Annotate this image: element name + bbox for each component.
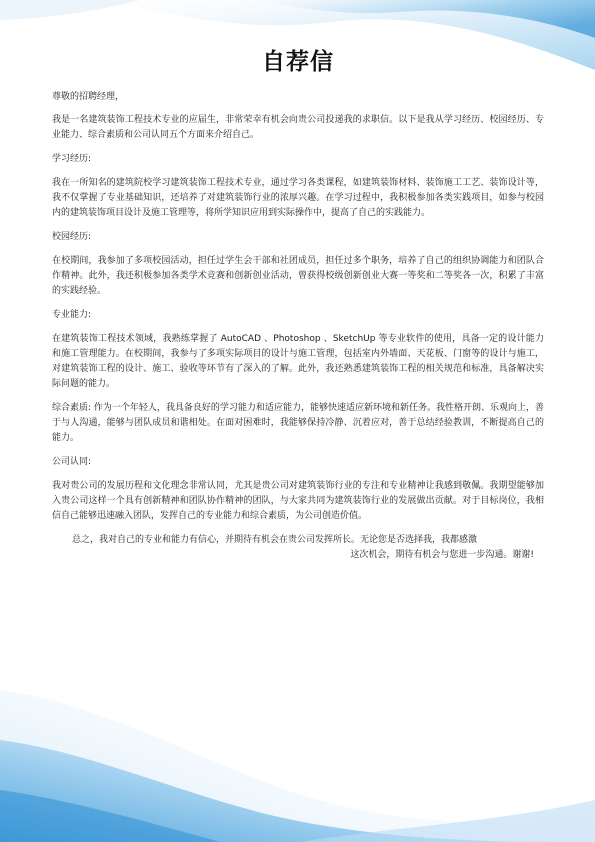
section-heading-skills: 专业能力: xyxy=(52,310,92,320)
section-heading-campus: 校园经历: xyxy=(52,232,92,242)
closing-line-2: 这次机会，期待有机会与您进一步沟通。谢谢! xyxy=(350,550,534,560)
intro-paragraph: 我是一名建筑装饰工程技术专业的应届生，非常荣幸有机会向贵公司投递我的求职信。以下是我从学习经历、校园经历、专业能力、综合素质和公司认同五个方面来介绍自己。 xyxy=(52,115,544,140)
section-heading-company: 公司认同: xyxy=(52,457,92,467)
section-heading-study: 学习经历: xyxy=(52,154,92,164)
cover-letter xyxy=(52,47,544,563)
skills-paragraph: 在建筑装饰工程技术领域，我熟练掌握了 AutoCAD 、Photoshop 、SketchUp 等专业软件的使用，具备一定的设计能力和施工管理能力。在校期间，我参与了多项实际项目的设计与施工管理，包括室内外墙面、天花板、门窗等的设计与施工，对建筑装饰工程的设计、施工、验收等环节有了深入的了解。此外，我还熟悉建筑装饰工程的相关规范和标准，具备解决实际问题的能力。 xyxy=(52,334,544,389)
campus-paragraph: 在校期间，我参加了多项校园活动，担任过学生会干部和社团成员，担任过多个职务，培养了自己的组织协调能力和团队合作精神。此外，我还积极参加各类学术竞赛和创新创业活动，曾获得校级创新创业大赛一等奖和二等奖各一次，积累了丰富的实践经验。 xyxy=(52,256,544,296)
salutation: 尊敬的招聘经理， xyxy=(52,92,125,102)
page-title: 自荐信 xyxy=(262,49,334,75)
study-paragraph: 我在一所知名的建筑院校学习建筑装饰工程技术专业，通过学习各类课程，如建筑装饰材料、装饰施工工艺、装饰设计等，我不仅掌握了专业基础知识，还培养了对建筑装饰行业的浓厚兴趣。在学习过程中，我积极参加各类实践项目，如参与校园内的建筑装饰项目设计及施工管理等，将所学知识应用到实际操作中，提高了自己的实践能力。 xyxy=(52,178,544,218)
company-paragraph: 我对贵公司的发展历程和文化理念非常认同，尤其是贵公司对建筑装饰行业的专注和专业精神让我感到敬佩。我期望能够加入贵公司这样一个具有创新精神和团队协作精神的团队，与大家共同为建筑装饰行业的发展做出贡献。对于目标岗位，我相信自己能够迅速融入团队，发挥自己的专业能力和综合素质，为公司创造价值。 xyxy=(52,481,544,521)
qualities-paragraph: 综合素质: 作为一个年轻人，我具备良好的学习能力和适应能力，能够快速适应新环境和新任务。我性格开朗、乐观向上，善于与人沟通，能够与团队成员和谐相处。在面对困难时，我能够保持冷静、沉着应对，善于总结经验教训，不断提高自己的能力。 xyxy=(52,403,544,443)
closing-line-1: 总之，我对自己的专业和能力有信心，并期待有机会在贵公司发挥所长。无论您是否选择我，我都感激 xyxy=(72,535,478,545)
